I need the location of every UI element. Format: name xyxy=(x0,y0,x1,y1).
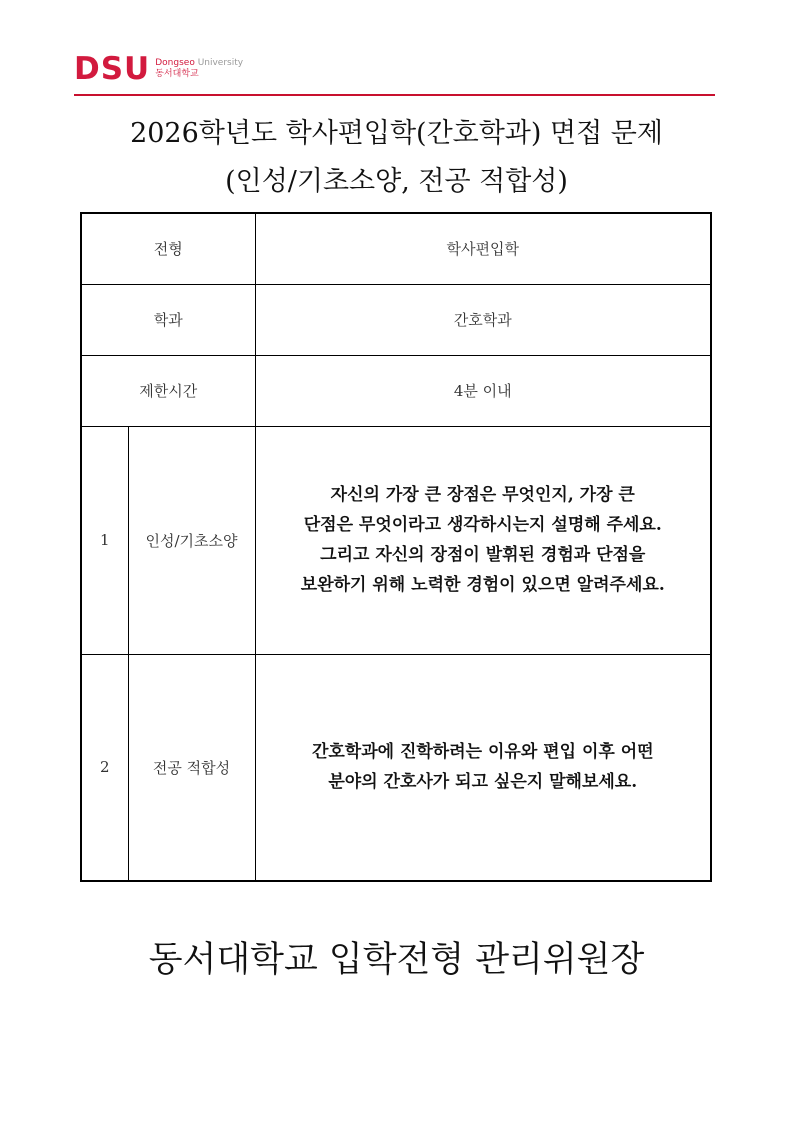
question-line: 단점은 무엇이라고 생각하시는지 설명해 주세요. xyxy=(303,515,662,535)
document-title xyxy=(0,110,793,206)
question-row xyxy=(81,654,711,881)
row-value-type: 학사편입학 xyxy=(255,213,711,284)
question-line: 그리고 자신의 장점이 발휘된 경험과 단점을 xyxy=(320,545,646,565)
question-line: 보완하기 위해 노력한 경험이 있으면 알려주세요. xyxy=(300,575,665,595)
row-value-department: 간호학과 xyxy=(255,284,711,355)
interview-table xyxy=(80,212,712,882)
row-label-type: 전형 xyxy=(81,213,255,284)
question-line: 분야의 간호사가 되고 싶은지 말해보세요. xyxy=(328,772,638,793)
logo-mark: DSU xyxy=(74,50,151,87)
logo-name-ko: 동서대학교 xyxy=(155,69,199,79)
question-line: 간호학과에 진학하려는 이유와 편입 이후 어떤 xyxy=(311,742,654,763)
header-divider xyxy=(74,94,715,96)
question-text xyxy=(255,426,711,654)
table-row xyxy=(81,355,711,426)
table-row xyxy=(81,213,711,284)
question-number: 1 xyxy=(81,426,128,654)
question-number: 2 xyxy=(81,654,128,881)
table-row xyxy=(81,284,711,355)
question-category: 전공 적합성 xyxy=(128,654,255,881)
university-logo xyxy=(74,52,243,86)
title-line-1: 2026학년도 학사편입학(간호학과) 면접 문제 xyxy=(130,118,663,149)
issuer-signature: 동서대학교 입학전형 관리위원장 xyxy=(148,940,645,980)
question-row xyxy=(81,426,711,654)
row-label-time-limit: 제한시간 xyxy=(81,355,255,426)
question-line: 자신의 가장 큰 장점은 무엇인지, 가장 큰 xyxy=(330,485,635,505)
logo-text xyxy=(155,58,243,80)
question-category: 인성/기초소양 xyxy=(128,426,255,654)
title-line-2: (인성/기초소양, 전공 적합성) xyxy=(225,166,568,197)
row-label-department: 학과 xyxy=(81,284,255,355)
question-text xyxy=(255,654,711,881)
logo-name-en: Dongseo University xyxy=(155,58,244,68)
row-value-time-limit: 4분 이내 xyxy=(255,355,711,426)
